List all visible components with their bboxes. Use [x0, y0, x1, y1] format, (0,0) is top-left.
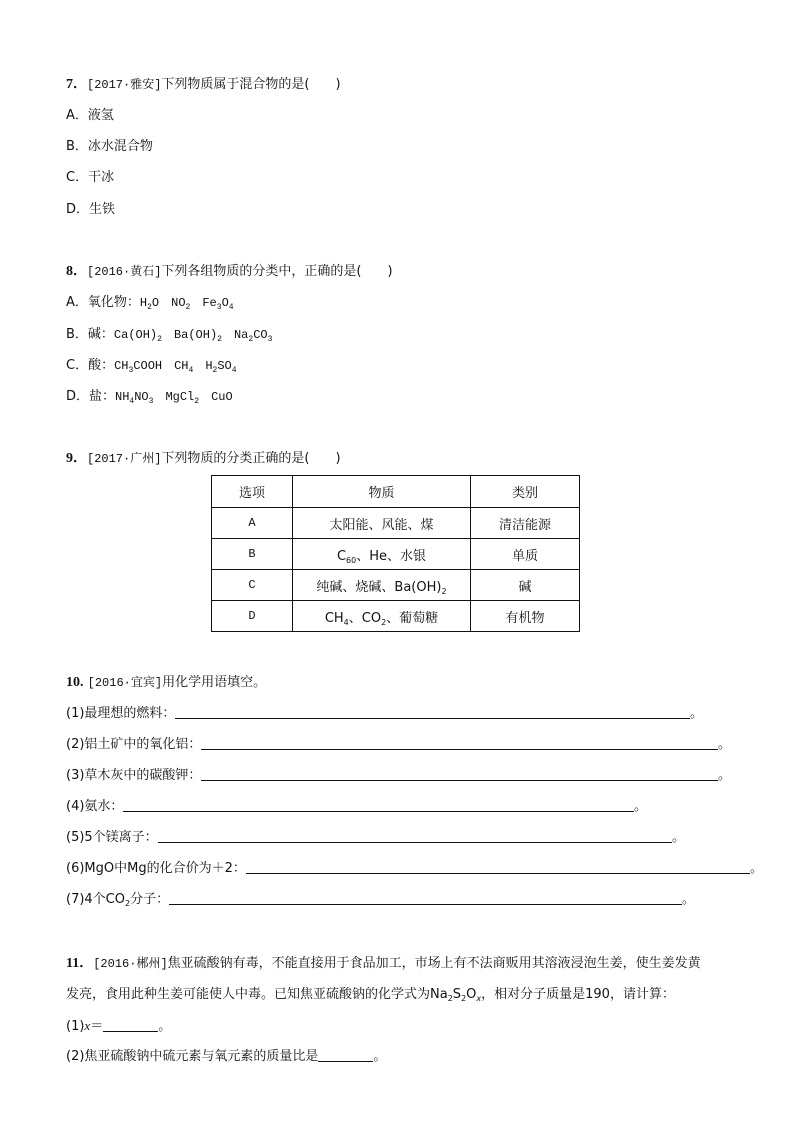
answer-blank[interactable]: [201, 736, 718, 750]
option-formulas: $CH_3COOH$ $CH_4$ $H_2SO_4$: [114, 359, 237, 375]
answer-blank[interactable]: [103, 1018, 158, 1032]
question-number: 8．: [66, 264, 87, 279]
answer-blank[interactable]: [318, 1048, 373, 1062]
question-source: [2016·郴州]: [93, 957, 168, 971]
option-b: [66, 326, 272, 344]
option-c: C．干冰: [66, 170, 115, 185]
cell-substance: 太阳能、风能、煤: [293, 508, 471, 539]
table-header-row: [212, 476, 580, 508]
table-row: [212, 508, 580, 539]
question-text: 用化学用语填空。: [162, 675, 267, 690]
option-d: D．生铁: [66, 202, 116, 217]
fill-label: (7)4个$CO_2$分子：: [66, 892, 170, 908]
cell-option: D: [212, 601, 293, 632]
period: 。: [718, 737, 732, 752]
option-c: [66, 357, 237, 375]
period: 。: [634, 799, 648, 814]
cell-option: B: [212, 539, 293, 570]
question-number: 11．: [66, 956, 94, 971]
option-label: D．盐：: [66, 389, 116, 404]
sub-label: (1): [66, 1019, 85, 1034]
question-number: 9．: [66, 451, 87, 466]
cell-category: 碱: [471, 570, 580, 601]
cell-option: C: [212, 570, 293, 601]
cell-substance: $C_{60}$、He、水银: [293, 539, 471, 570]
answer-blank[interactable]: [175, 705, 690, 719]
question-text: 焦亚硫酸钠有毒，不能直接用于食品加工，市场上有不法商贩用其溶液浸泡生姜，使生姜发黄: [167, 956, 701, 971]
fill-label: (3)草木灰中的碳酸钾：: [66, 768, 202, 783]
question-text: 下列各组物质的分类中，正确的是( ): [161, 264, 393, 279]
header-substance: 物质: [293, 476, 471, 508]
question-source: [2016·黄石]: [87, 265, 162, 279]
option-b: B．冰水混合物: [66, 139, 153, 154]
answer-blank[interactable]: [246, 860, 750, 874]
sub-question-2: [66, 1048, 386, 1066]
option-a: A．液氢: [66, 108, 114, 123]
cell-category: 清洁能源: [471, 508, 580, 539]
cell-option: A: [212, 508, 293, 539]
question-text: 下列物质属于混合物的是( ): [161, 77, 341, 92]
variable-x: x: [84, 1018, 91, 1033]
fill-label: (5)5个镁离子：: [66, 830, 158, 845]
sub-label: (2)焦亚硫酸钠中硫元素与氧元素的质量比是: [66, 1049, 319, 1064]
header-category: 类别: [471, 476, 580, 508]
table-row: [212, 539, 580, 570]
fill-item-1: [66, 705, 703, 723]
question-7-stem: [66, 76, 341, 94]
question-source: [2017·雅安]: [87, 78, 162, 92]
fill-label: (2)铝土矿中的氧化铝：: [66, 737, 202, 752]
option-label: A．氧化物：: [66, 295, 140, 310]
option-d: [66, 388, 233, 406]
cell-category: 有机物: [471, 601, 580, 632]
classification-table: [211, 475, 580, 632]
sub-question-1: [66, 1017, 171, 1036]
question-source: [2016·宜宾]: [87, 676, 163, 690]
question-11-stem-line-2: 发亮，食用此种生姜可能使人中毒。已知焦亚硫酸钠的化学式为$Na_2S_2O_x$，相对分子质量是190，请计算：: [66, 987, 675, 1003]
table-row: [212, 570, 580, 601]
table-row: [212, 601, 580, 632]
fill-label: (1)最理想的燃料：: [66, 706, 176, 721]
period: 。: [158, 1019, 172, 1034]
answer-blank[interactable]: [158, 829, 672, 843]
fill-item-6: [66, 860, 763, 878]
question-11-stem-line-1: [66, 955, 701, 973]
header-option: 选项: [212, 476, 293, 508]
period: 。: [718, 768, 732, 783]
period: 。: [750, 861, 764, 876]
option-formulas: $Ca(OH)_2$ $Ba(OH)_2$ $Na_2CO_3$: [113, 328, 273, 344]
answer-blank[interactable]: [201, 767, 718, 781]
question-9-stem: [66, 450, 341, 468]
option-formulas: $NH_4NO_3$ MgCl$_2$ CuO: [115, 390, 233, 406]
fill-label: (4)氨水：: [66, 799, 124, 814]
period: 。: [373, 1049, 387, 1064]
option-label: B．碱：: [66, 327, 114, 342]
cell-substance: $CH_4$、$CO_2$、葡萄糖: [293, 601, 471, 632]
answer-blank[interactable]: [123, 798, 634, 812]
fill-item-4: [66, 798, 647, 816]
question-number: 10.: [66, 675, 84, 690]
cell-substance: 纯碱、烧碱、$Ba(OH)_2$: [293, 570, 471, 601]
fill-item-2: [66, 736, 731, 754]
period: 。: [690, 706, 704, 721]
question-number: 7．: [66, 77, 87, 92]
fill-label: (6)MgO中Mg的化合价为＋2：: [66, 861, 246, 876]
option-a: [66, 294, 234, 312]
question-text: 下列物质的分类正确的是( ): [161, 451, 341, 466]
option-label: C．酸：: [66, 358, 115, 373]
period: 。: [682, 892, 696, 907]
answer-blank[interactable]: [169, 891, 682, 905]
question-8-stem: [66, 263, 393, 281]
question-source: [2017·广州]: [87, 452, 162, 466]
fill-item-7: [66, 891, 695, 909]
question-10-stem: [66, 674, 266, 692]
fill-item-3: [66, 767, 731, 785]
cell-category: 单质: [471, 539, 580, 570]
equals: ＝: [90, 1019, 104, 1034]
option-formulas: $H_2O$ $NO_2$ $Fe_3O_4$: [139, 296, 234, 312]
period: 。: [672, 830, 686, 845]
fill-item-5: [66, 829, 685, 847]
